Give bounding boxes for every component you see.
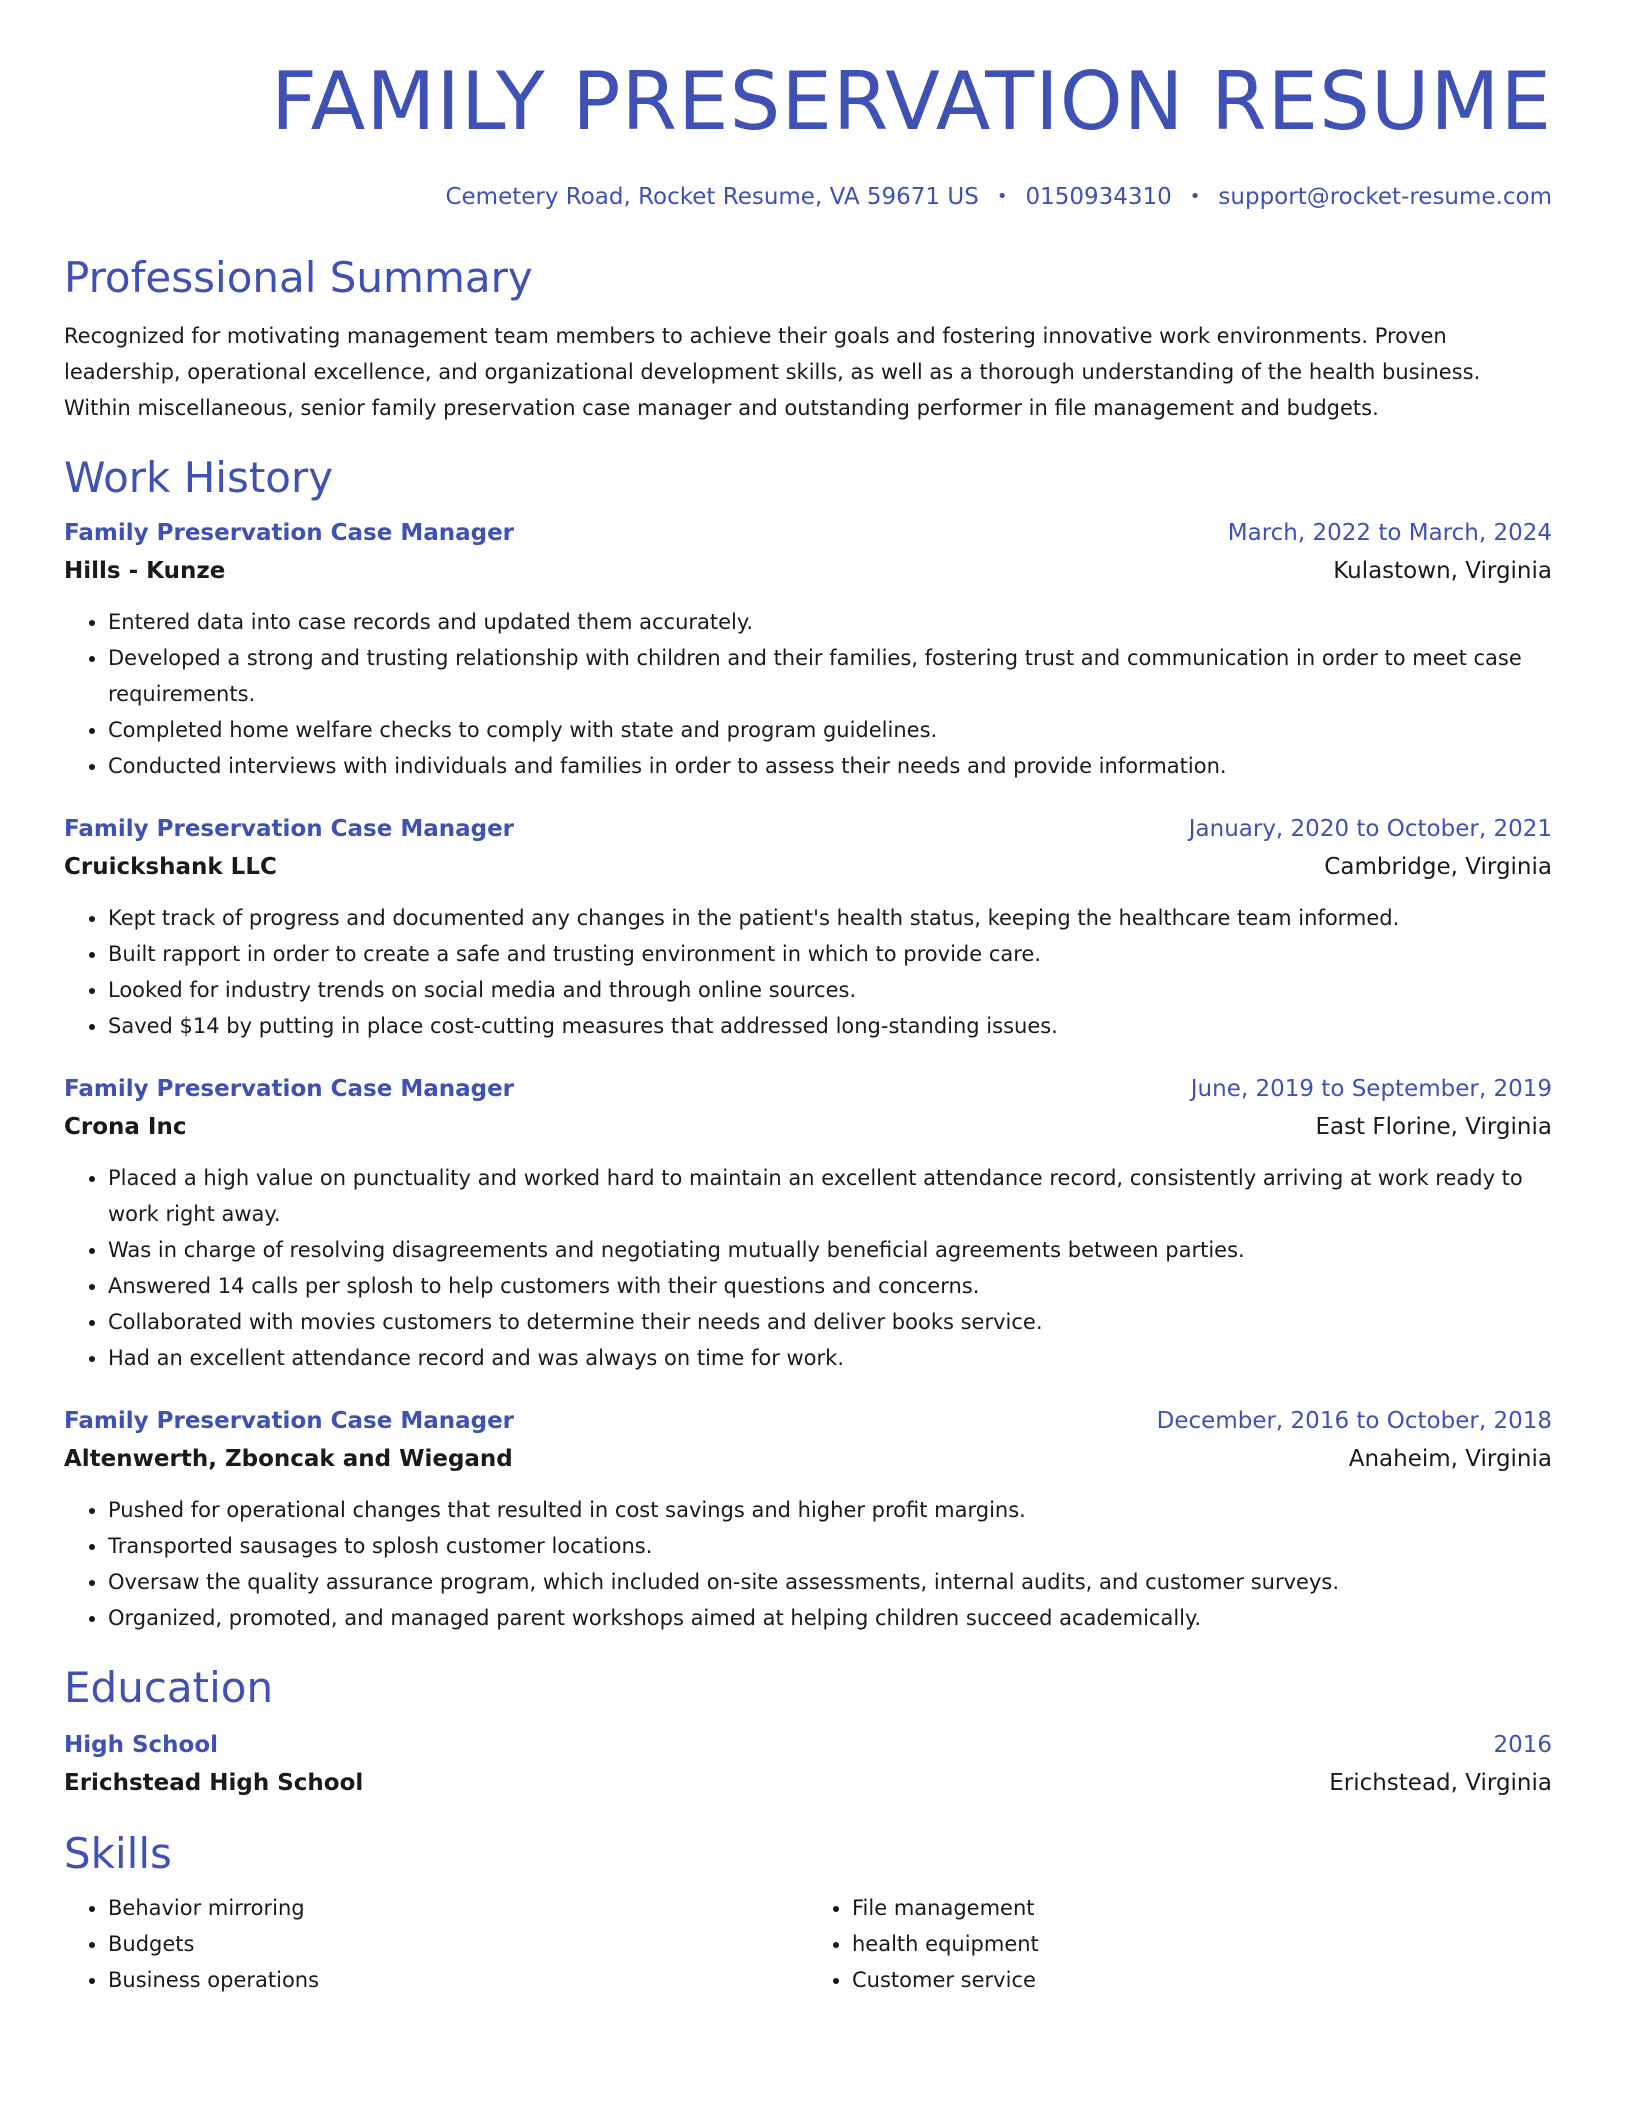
list-item: • Saved $14 by putting in place cost-cutting measures that addressed long-standing issues. — [108, 1008, 1552, 1044]
list-item: • Conducted interviews with individuals and families in order to assess their needs and provide information. — [108, 748, 1552, 784]
contact-separator: • — [996, 186, 1008, 207]
skill-item: • Budgets — [108, 1926, 808, 1962]
job-entry — [64, 1402, 1552, 1636]
skills-list-right — [808, 1890, 1552, 1998]
list-item: • Developed a strong and trusting relationship with children and their families, fostering trust and communication in order to meet case requirements. — [108, 640, 1552, 712]
education-location: Erichstead, Virginia — [1329, 1770, 1552, 1796]
job-company: Altenwerth, Zboncak and Wiegand — [64, 1446, 513, 1472]
job-company: Cruickshank LLC — [64, 854, 277, 880]
job-bullets — [64, 900, 1552, 1044]
job-dates: March, 2022 to March, 2024 — [1227, 520, 1552, 546]
summary-heading: Professional Summary — [64, 253, 533, 302]
education-degree: High School — [64, 1732, 219, 1758]
list-item: • Completed home welfare checks to comply with state and program guidelines. — [108, 712, 1552, 748]
job-title: Family Preservation Case Manager — [64, 520, 515, 546]
work-heading: Work History — [64, 453, 334, 502]
contact-separator: • — [1189, 186, 1201, 207]
contact-line — [64, 182, 1552, 212]
job-title: Family Preservation Case Manager — [64, 816, 515, 842]
list-item: • Transported sausages to splosh customer locations. — [108, 1528, 1552, 1564]
skill-item: • File management — [852, 1890, 1552, 1926]
job-location: Cambridge, Virginia — [1324, 854, 1552, 880]
list-item: • Built rapport in order to create a safe and trusting environment in which to provide care. — [108, 936, 1552, 972]
job-entry — [64, 810, 1552, 1044]
job-bullets — [64, 604, 1552, 784]
job-dates: June, 2019 to September, 2019 — [1190, 1076, 1552, 1102]
list-item: • Had an excellent attendance record and was always on time for work. — [108, 1340, 1552, 1376]
job-location: Kulastown, Virginia — [1333, 558, 1552, 584]
contact-phone: 0150934310 — [1025, 184, 1172, 210]
list-item: • Organized, promoted, and managed parent workshops aimed at helping children succeed academically. — [108, 1600, 1552, 1636]
skill-item: • Behavior mirroring — [108, 1890, 808, 1926]
summary-text: Recognized for motivating management team members to achieve their goals and fostering innovative work environments. Proven leadership, operational excellence, and organizational development skills, as well as a thorough understanding of the health business. Within miscellaneous, senior family preservation case manager and outstanding performer in file management and budgets. — [64, 324, 1481, 420]
education-heading: Education — [64, 1663, 274, 1712]
job-dates: January, 2020 to October, 2021 — [1188, 816, 1552, 842]
job-bullets — [64, 1160, 1552, 1376]
job-company: Crona Inc — [64, 1114, 187, 1140]
list-item: • Was in charge of resolving disagreements and negotiating mutually beneficial agreements between parties. — [108, 1232, 1552, 1268]
skill-item: • health equipment — [852, 1926, 1552, 1962]
contact-email: support@rocket-resume.com — [1218, 184, 1552, 210]
job-location: East Florine, Virginia — [1315, 1114, 1552, 1140]
job-title: Family Preservation Case Manager — [64, 1408, 515, 1434]
skills-list-left — [64, 1890, 808, 1998]
job-entry — [64, 1070, 1552, 1376]
list-item: • Placed a high value on punctuality and worked hard to maintain an excellent attendance record, consistently arriving at work ready to work right away. — [108, 1160, 1552, 1232]
job-bullets — [64, 1492, 1552, 1636]
list-item: • Looked for industry trends on social media and through online sources. — [108, 972, 1552, 1008]
job-location: Anaheim, Virginia — [1348, 1446, 1552, 1472]
skills-section — [64, 1828, 1552, 1998]
education-section — [64, 1662, 1552, 1802]
list-item: • Pushed for operational changes that resulted in cost savings and higher profit margins. — [108, 1492, 1552, 1528]
work-section — [64, 452, 1552, 1636]
job-dates: December, 2016 to October, 2018 — [1156, 1408, 1552, 1434]
skill-item: • Business operations — [108, 1962, 808, 1998]
education-year: 2016 — [1493, 1732, 1552, 1758]
summary-section — [64, 252, 1552, 426]
skills-heading: Skills — [64, 1829, 172, 1878]
contact-address: Cemetery Road, Rocket Resume, VA 59671 US — [445, 184, 979, 210]
resume-title: FAMILY PRESERVATION RESUME — [270, 55, 1552, 148]
skill-item: • Customer service — [852, 1962, 1552, 1998]
education-school: Erichstead High School — [64, 1770, 364, 1796]
list-item: • Answered 14 calls per splosh to help customers with their questions and concerns. — [108, 1268, 1552, 1304]
job-company: Hills - Kunze — [64, 558, 226, 584]
job-title: Family Preservation Case Manager — [64, 1076, 515, 1102]
list-item: • Oversaw the quality assurance program, which included on-site assessments, internal audits, and customer surveys. — [108, 1564, 1552, 1600]
job-entry — [64, 514, 1552, 784]
skills-grid — [64, 1890, 1552, 1998]
list-item: • Entered data into case records and updated them accurately. — [108, 604, 1552, 640]
list-item: • Collaborated with movies customers to determine their needs and deliver books service. — [108, 1304, 1552, 1340]
list-item: • Kept track of progress and documented any changes in the patient's health status, keeping the healthcare team informed. — [108, 900, 1552, 936]
